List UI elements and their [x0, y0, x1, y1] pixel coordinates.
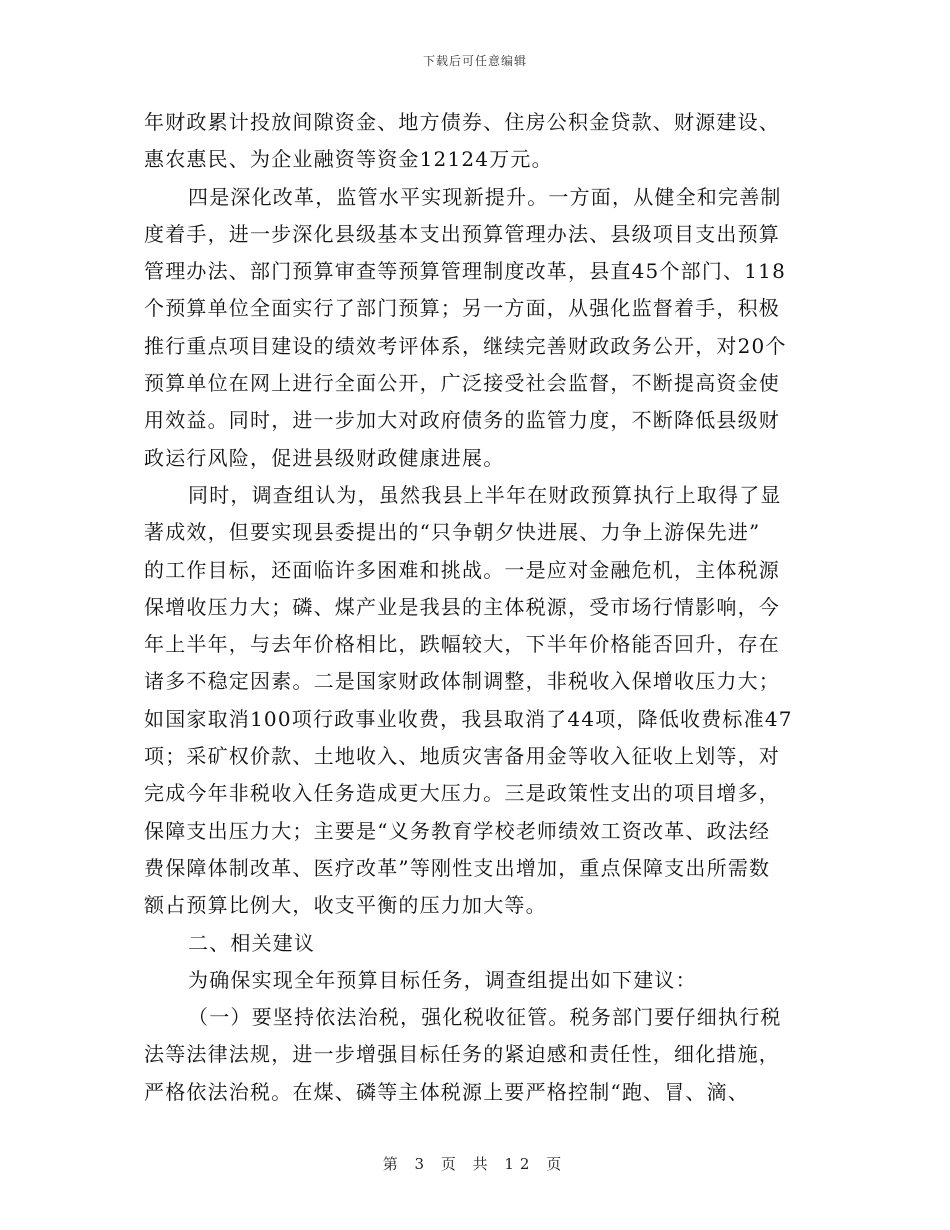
body-line: 年财政累计投放间隙资金、地方债券、住房公积金贷款、财源建设、	[144, 110, 780, 134]
body-line: 惠农惠民、为企业融资等资金12124万元。	[144, 147, 553, 172]
body-line: 项；采矿权价款、土地收入、地质灾害备用金等收入征收上划等，对	[144, 744, 780, 769]
body-line: 用效益。同时，进一步加大对政府债务的监管力度，不断降低县级财	[144, 408, 780, 433]
body-line: 完成今年非税收入任务造成更大压力。三是政策性支出的项目增多，	[144, 781, 780, 806]
body-line: 保障支出压力大；主要是“义务教育学校老师绩效工资改革、政法经	[144, 818, 771, 843]
body-line: 著成效，但要实现县委提出的“只争朝夕快进展、力争上游保先进”	[144, 520, 761, 545]
body-line: 如国家取消100项行政事业收费，我县取消了44项，降低收费标准47	[144, 706, 793, 731]
paragraph-start-line: 四是深化改革，监管水平实现新提升。一方面，从健全和完善制	[188, 184, 782, 209]
body-line: 法等法律法规，进一步增强目标任务的紧迫感和责任性，细化措施，	[144, 1042, 780, 1067]
body-line: 诸多不稳定因素。二是国家财政体制调整，非税收入保增收压力大；	[144, 669, 780, 694]
body-line: 管理办法、部门预算审查等预算管理制度改革，县直45个部门、118	[144, 259, 787, 284]
body-line: 严格依法治税。在煤、磷等主体税源上要严格控制“跑、冒、滴、	[144, 1079, 750, 1104]
body-line: 保增收压力大；磷、煤产业是我县的主体税源，受市场行情影响，今	[144, 594, 780, 619]
body-line: 费保障体制改革、医疗改革”等刚性支出增加，重点保障支出所需数	[144, 855, 771, 880]
body-line: 预算单位在网上进行全面公开，广泛接受社会监督，不断提高资金使	[144, 371, 780, 396]
body-line: 额占预算比例大，收支平衡的压力加大等。	[144, 893, 547, 918]
section-heading: 二、相关建议	[188, 930, 316, 955]
page-header: 下载后可任意编辑	[422, 54, 527, 68]
body-line: 推行重点项目建设的绩效考评体系，继续完善财政政务公开，对20个	[144, 333, 787, 358]
body-line: 个预算单位全面实行了部门预算；另一方面，从强化监督着手，积极	[144, 296, 780, 321]
body-line: 政运行风险，促进县级财政健康进展。	[144, 445, 505, 470]
paragraph-start-line: （一）要坚持依法治税，强化税收征管。税务部门要仔细执行税	[188, 1005, 782, 1030]
body-line: 年上半年，与去年价格相比，跌幅较大，下半年价格能否回升，存在	[144, 632, 780, 657]
body-line: 的工作目标，还面临许多困难和挑战。一是应对金融危机，主体税源	[144, 557, 780, 582]
document-body	[144, 104, 808, 1111]
paragraph-start-line: 为确保实现全年预算目标任务，调查组提出如下建议：	[188, 967, 697, 992]
paragraph-start-line: 同时，调查组认为，虽然我县上半年在财政预算执行上取得了显	[188, 482, 782, 507]
body-line: 度着手，进一步深化县级基本支出预算管理办法、县级项目支出预算	[144, 221, 780, 246]
page-number-footer: 第 3 页 共 12 页	[382, 1155, 568, 1173]
